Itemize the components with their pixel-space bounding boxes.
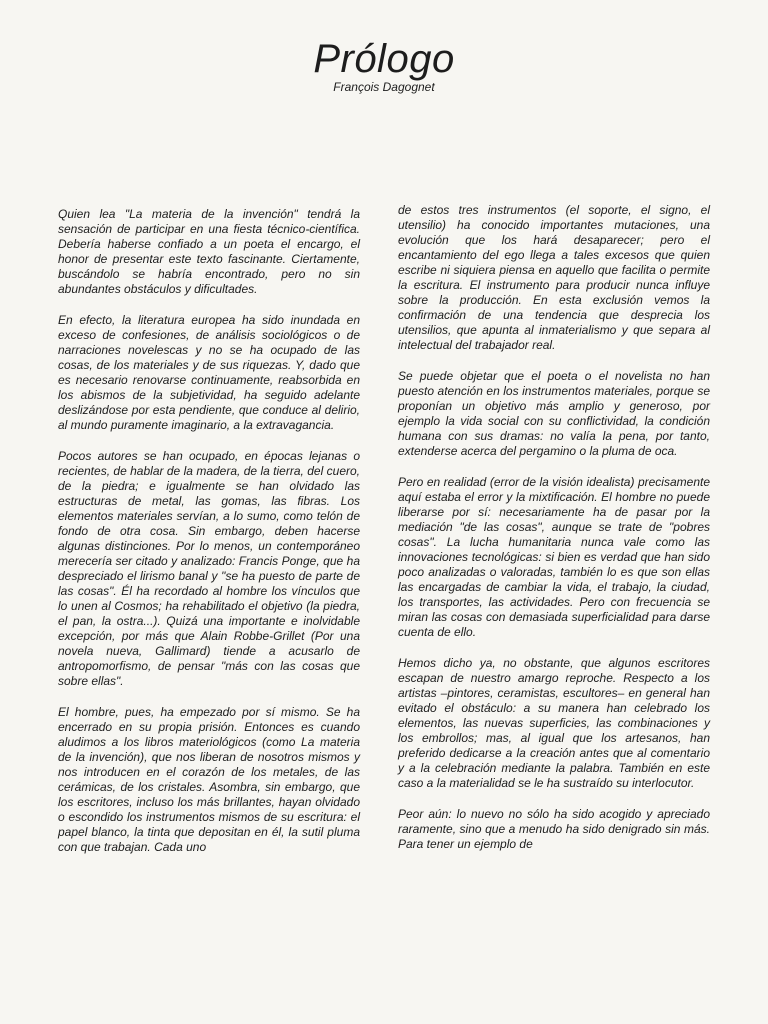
paragraph: de estos tres instrumentos (el soporte, el signo, el utensilio) ha conocido importantes mutaciones, una evolución que los hará desaparecer; pero el encantamiento del ego llega a tales excesos que quien escribe ni siquiera piensa en aquello que facilita o permite la escritura. El instrumento para producir nunca influye sobre la producción. En esta exclusión vemos la confirmación de una tendencia que desprecia los utensilios, que apunta al inmaterialismo y que separa al intelectual del trabajador real.	[398, 203, 710, 352]
paragraph: En efecto, la literatura europea ha sido inundada en exceso de confesiones, de análisis sociológicos o de narraciones novelescas y no se ha ocupado de las cosas, de los materiales y de sus riquezas. Y, dado que es necesario renovarse continuamente, reabsorbida en los abismos de la subjetividad, ha seguido adelante deslizándose por esta pendiente, que conduce al delirio, al mundo puramente imaginario, a la extravagancia.	[58, 313, 360, 432]
paragraph: Se puede objetar que el poeta o el novelista no han puesto atención en los instrumentos materiales, porque se proponían un objetivo más amplio y generoso, por ejemplo la vida social con su conflictividad, la condición humana con sus dramas: no valía la pena, por tanto, extenderse acerca del pergamino o la pluma de oca.	[398, 369, 710, 458]
page-title: Prólogo	[313, 36, 455, 81]
paragraph: El hombre, pues, ha empezado por sí mismo. Se ha encerrado en su propia prisión. Entonces es cuando aludimos a los libros materiológicos (como La materia de la invención), que nos liberan de nosotros mismos y nos introducen en el corazón de los metales, de las cerámicas, de los cristales. Asombra, sin embargo, que los escritores, incluso los más brillantes, hayan olvidado o escondido los instrumentos mismos de su escritura: el papel blanco, la tinta que depositan en él, la sutil pluma con que trabajan. Cada uno	[58, 705, 360, 854]
paragraph: Hemos dicho ya, no obstante, que algunos escritores escapan de nuestro amargo reproche. Respecto a los artistas –pintores, ceramistas, escultores– en general han evitado el obstáculo: a su manera han celebrado los elementos, las nuevas superficies, las combinaciones y los embrollos; mas, al igual que los artesanos, han preferido dedicarse a la creación antes que al comentario y a la celebración mediante la palabra. También en este caso a la materialidad se le ha sustraído su interlocutor.	[398, 656, 710, 790]
right-column	[398, 203, 710, 868]
paragraph: Quien lea "La materia de la invención" tendrá la sensación de participar en una fiesta técnico-científica. Debería haberse confiado a un poeta el encargo, el honor de presentar este texto fascinante. Ciertamente, buscándolo se habría encontrado, pero no sin abundantes obstáculos y dificultades.	[58, 207, 360, 296]
paragraph: Pero en realidad (error de la visión idealista) precisamente aquí estaba el error y la mixtificación. El hombre no puede liberarse por sí: necesariamente ha de pasar por la mediación "de las cosas", aunque se trate de "pobres cosas". La lucha humanitaria nunca vale como las innovaciones tecnológicas: si bien es verdad que han sido poco analizadas o valoradas, también lo es que son ellas las encargadas de cambiar la vida, el trabajo, la ciudad, los transportes, las actividades. Pero con frecuencia se miran las cosas con demasiada superficialidad para darse cuenta de ello.	[398, 475, 710, 639]
paragraph: Peor aún: lo nuevo no sólo ha sido acogido y apreciado raramente, sino que a menudo ha sido denigrado sin más. Para tener un ejemplo de	[398, 807, 710, 851]
author-name: François Dagognet	[333, 80, 435, 94]
left-column	[58, 207, 360, 871]
paragraph: Pocos autores se han ocupado, en épocas lejanas o recientes, de hablar de la madera, de la tierra, del cuero, de la piedra; e igualmente se han olvidado las estructuras de metal, las gomas, las fibras. Los elementos materiales servían, a lo sumo, como telón de fondo de otra cosa. Sin embargo, deben hacerse algunas distinciones. Por lo menos, un contemporáneo merecería ser citado y analizado: Francis Ponge, que ha despreciado el lirismo banal y "se ha puesto de parte de las cosas". Él ha recordado al hombre los vínculos que lo unen al Cosmos; ha rehabilitado el objetivo (la piedra, el pan, la ostra...). Quizá una importante e inolvidable excepción, por más que Alain Robbe-Grillet (Por una novela nueva, Gallimard) tiende a acusarlo de antropomorfismo, de pensar "más con las cosas que sobre ellas".	[58, 449, 360, 688]
